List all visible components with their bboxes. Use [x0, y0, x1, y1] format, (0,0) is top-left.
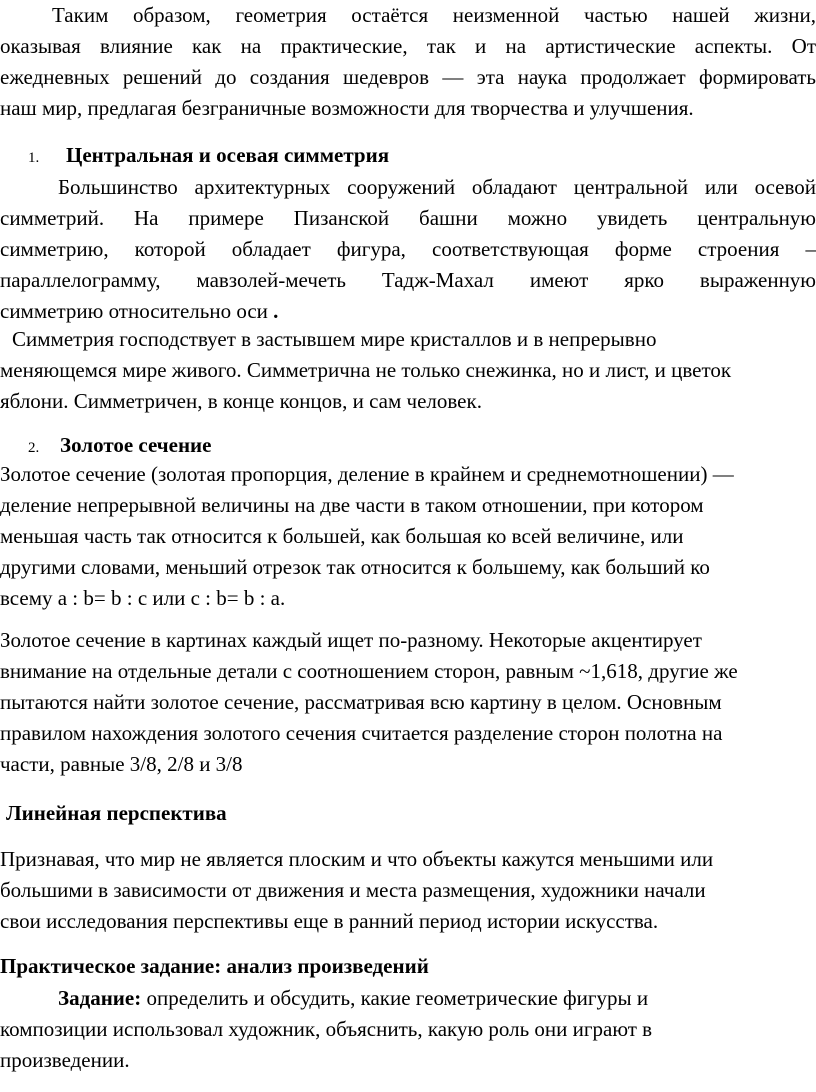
text-fragment: симметрию относительно оси — [0, 299, 268, 323]
text-fragment: определить и обсудить, какие геометрические фигуры и — [146, 986, 649, 1010]
text-line: симметрий. На примере Пизанской башни можно увидеть центральную — [0, 206, 816, 230]
text-line: Большинство архитектурных сооружений обладают центральной или осевой — [58, 175, 816, 199]
text-line: Признавая, что мир не является плоским и что объекты кажутся меньшими или — [0, 847, 714, 871]
task-label: Задание: — [58, 986, 142, 1010]
section-number: 2. — [28, 440, 40, 456]
text-line: большими в зависимости от движения и места размещения, художники начали — [0, 878, 706, 902]
section-title: Практическое задание: анализ произведений — [0, 954, 429, 978]
paragraph — [0, 324, 816, 417]
text-line: Золотое сечение (золотая пропорция, деление в крайнем и среднемотношении) — — [0, 462, 734, 486]
section-number: 1. — [28, 150, 40, 166]
intro-paragraph — [0, 0, 816, 124]
text-line: меньшая часть так относится к большей, как большая ко всей величине, или — [0, 524, 684, 548]
section-title: Золотое сечение — [60, 433, 212, 457]
text-line: всему a : b= b : c или c : b= b : a. — [0, 586, 286, 610]
paragraph — [0, 459, 816, 614]
text-line: деление непрерывной величины на две части в таком отношении, при котором — [0, 493, 704, 517]
paragraph — [0, 844, 816, 937]
text-line: параллелограмму, мавзолей-мечеть Тадж-Махал имеют ярко выраженную — [0, 268, 816, 292]
section-title: Линейная перспектива — [6, 801, 227, 825]
text-line: Золотое сечение в картинах каждый ищет по-разному. Некоторые акцентирует — [0, 628, 702, 652]
text-line: внимание на отдельные детали с соотношением сторон, равным ~1,618, другие же — [0, 659, 738, 683]
text-line: другими словами, меньший отрезок так относится к большему, как больший ко — [0, 555, 710, 579]
task-paragraph — [0, 983, 816, 1076]
text-line — [0, 983, 816, 1014]
text-line: Таким образом, геометрия остаётся неизменной частью нашей жизни, — [52, 3, 816, 27]
text-line: пытаются найти золотое сечение, рассматривая всю картину в целом. Основным — [0, 690, 722, 714]
section-heading — [28, 140, 808, 174]
text-line: Симметрия господствует в застывшем мире кристаллов и в непрерывно — [12, 327, 657, 351]
paragraph — [0, 625, 816, 780]
text-line: произведении. — [0, 1048, 130, 1072]
text-line: симметрию, которой обладает фигура, соответствующая форме строения – — [0, 237, 816, 261]
text-line: оказывая влияние как на практические, так и на артистические аспекты. От — [0, 34, 816, 58]
section-title: Центральная и осевая симметрия — [66, 143, 390, 167]
text-line: части, равные 3/8, 2/8 и 3/8 — [0, 752, 243, 776]
text-line: меняющемся мире живого. Симметрична не только снежинка, но и лист, и цветок — [0, 358, 732, 382]
section-heading — [6, 798, 816, 829]
text-line: свои исследования перспективы еще в ранний период истории искусства. — [0, 909, 659, 933]
text-line: правилом нахождения золотого сечения считается разделение сторон полотна на — [0, 721, 723, 745]
text-line: композиции использовал художник, объяснить, какую роль они играют в — [0, 1017, 653, 1041]
text-line — [0, 296, 816, 327]
text-line: яблони. Симметричен, в конце концов, и сам человек. — [0, 389, 482, 413]
paragraph — [0, 172, 816, 327]
text-line: ежедневных решений до создания шедевров — эта наука продолжает формировать — [0, 65, 816, 89]
text-fragment: . — [273, 299, 279, 323]
text-line: наш мир, предлагая безграничные возможности для творчества и улучшения. — [0, 96, 694, 120]
section-heading — [0, 951, 816, 982]
